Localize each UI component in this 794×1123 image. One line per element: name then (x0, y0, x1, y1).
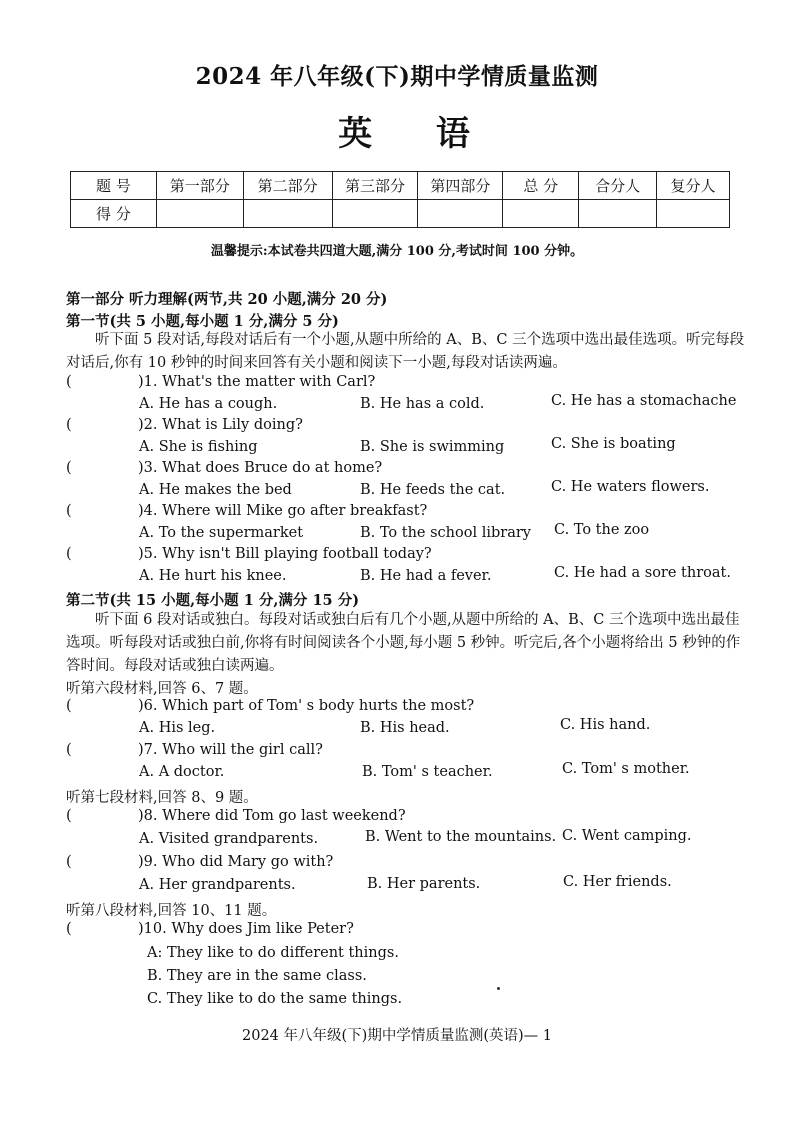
section2-instructions: 听下面 6 段对话或独白。每段对话或独白后有几个小题,从题中所给的 A、B、C 三个选项中选出最佳选项。听每段对话或独白前,你将有时间阅读各个小题,每小题 5 秒钟。听完后,各个小题将给出 5 秒钟的作答时间。每段对话或独白读两遍。 (66, 612, 741, 674)
option-c: C. He had a sore throat. (554, 565, 731, 581)
score-header-cell: 题 号 (71, 172, 157, 200)
question-2: ( )2. What is Lily doing? (66, 417, 303, 433)
option-a: A. He hurt his knee. (139, 568, 287, 584)
subject-title: 英 语 (338, 114, 496, 154)
option-a: A. His leg. (139, 720, 216, 736)
score-table-header-row (71, 172, 730, 200)
option-c: C. Went camping. (562, 828, 692, 844)
score-cell[interactable] (418, 200, 503, 228)
score-header-cell: 合分人 (579, 172, 657, 200)
section1-instructions: 听下面 5 段对话,每段对话后有一个小题,从题中所给的 A、B、C 三个选项中选出最佳选项。听完每段对话后,你有 10 秒钟的时间来回答有关小题和阅读下一小题,每段对话读两遍。 (66, 332, 745, 371)
option-b: B. Tom' s teacher. (362, 764, 493, 780)
question-text: Where did Tom go last weekend? (162, 808, 406, 824)
option-b: B. To the school library (360, 525, 531, 541)
option-b: B. He has a cold. (360, 396, 485, 412)
question-text: Which part of Tom' s body hurts the most? (162, 698, 475, 714)
option-b: B. They are in the same class. (147, 968, 367, 984)
score-cell[interactable] (156, 200, 243, 228)
score-header-cell: 第一部分 (156, 172, 243, 200)
option-a: A. He has a cough. (139, 396, 278, 412)
option-b: B. Her parents. (367, 876, 481, 892)
option-b: B. She is swimming (360, 439, 505, 455)
page-footer: 2024 年八年级(下)期中学情质量监测(英语)— 1 (242, 1028, 552, 1044)
option-a: A: They like to do different things. (147, 945, 399, 961)
question-9: ( )9. Who did Mary go with? (66, 854, 334, 870)
stray-mark (497, 987, 500, 990)
score-cell[interactable] (243, 200, 332, 228)
part1-heading: 第一部分 听力理解(两节,共 20 小题,满分 20 分) (66, 291, 388, 308)
question-6: ( )6. Which part of Tom' s body hurts the most? (66, 698, 475, 714)
score-table (70, 171, 730, 228)
material-6-heading: 听第六段材料,回答 6、7 题。 (66, 681, 258, 697)
score-header-cell: 第三部分 (332, 172, 418, 200)
question-text: What is Lily doing? (162, 417, 303, 433)
option-c: C. Tom' s mother. (562, 761, 690, 777)
option-a: A. Her grandparents. (139, 877, 296, 893)
option-c: C. He has a stomachache (551, 393, 737, 409)
question-text: Who will the girl call? (162, 742, 323, 758)
question-7: ( )7. Who will the girl call? (66, 742, 323, 758)
material-8-heading: 听第八段材料,回答 10、11 题。 (66, 903, 277, 919)
score-cell[interactable] (657, 200, 730, 228)
question-8: ( )8. Where did Tom go last weekend? (66, 808, 406, 824)
question-3: ( )3. What does Bruce do at home? (66, 460, 383, 476)
option-b: B. He feeds the cat. (360, 482, 506, 498)
option-c: C. They like to do the same things. (147, 991, 403, 1007)
option-a: A. She is fishing (139, 439, 258, 455)
answer-paren[interactable]: ( (66, 921, 72, 937)
option-c: C. Her friends. (563, 874, 672, 890)
question-5: ( )5. Why isn't Bill playing football today? (66, 546, 432, 562)
option-b: B. He had a fever. (360, 568, 492, 584)
answer-paren[interactable]: ( (66, 854, 72, 870)
answer-paren[interactable]: ( (66, 417, 72, 433)
option-a: A. Visited grandparents. (139, 831, 319, 847)
option-b: B. Went to the mountains. (365, 829, 557, 845)
exam-title: 2024 年八年级(下)期中学情质量监测 (195, 63, 599, 90)
option-a: A. A doctor. (139, 764, 225, 780)
score-cell[interactable] (579, 200, 657, 228)
score-cell[interactable] (503, 200, 579, 228)
question-text: Who did Mary go with? (162, 854, 334, 870)
section2-heading: 第二节(共 15 小题,每小题 1 分,满分 15 分) (66, 592, 360, 609)
question-1: ( )1. What's the matter with Carl? (66, 374, 376, 390)
option-c: C. His hand. (560, 717, 651, 733)
question-text: What's the matter with Carl? (162, 374, 376, 390)
answer-paren[interactable]: ( (66, 546, 72, 562)
question-text: Why isn't Bill playing football today? (162, 546, 432, 562)
answer-paren[interactable]: ( (66, 503, 72, 519)
answer-paren[interactable]: ( (66, 698, 72, 714)
question-text: What does Bruce do at home? (162, 460, 383, 476)
answer-paren[interactable]: ( (66, 808, 72, 824)
section1-heading: 第一节(共 5 小题,每小题 1 分,满分 5 分) (66, 313, 339, 330)
score-row-label: 得 分 (71, 200, 157, 228)
score-header-cell: 第四部分 (418, 172, 503, 200)
option-c: C. To the zoo (554, 522, 650, 538)
answer-paren[interactable]: ( (66, 460, 72, 476)
exam-tip: 温馨提示:本试卷共四道大题,满分 100 分,考试时间 100 分钟。 (210, 244, 584, 259)
score-cell[interactable] (332, 200, 418, 228)
material-7-heading: 听第七段材料,回答 8、9 题。 (66, 790, 258, 806)
question-10: ( )10. Why does Jim like Peter? (66, 921, 354, 937)
question-text: Why does Jim like Peter? (171, 921, 354, 937)
option-c: C. She is boating (551, 436, 676, 452)
score-table-score-row (71, 200, 730, 228)
option-b: B. His head. (360, 720, 450, 736)
score-header-cell: 总 分 (503, 172, 579, 200)
score-header-cell: 复分人 (657, 172, 730, 200)
question-4: ( )4. Where will Mike go after breakfast? (66, 503, 428, 519)
answer-paren[interactable]: ( (66, 742, 72, 758)
answer-paren[interactable]: ( (66, 374, 72, 390)
question-text: Where will Mike go after breakfast? (162, 503, 428, 519)
option-c: C. He waters flowers. (551, 479, 710, 495)
option-a: A. To the supermarket (139, 525, 304, 541)
score-header-cell: 第二部分 (243, 172, 332, 200)
option-a: A. He makes the bed (139, 482, 292, 498)
